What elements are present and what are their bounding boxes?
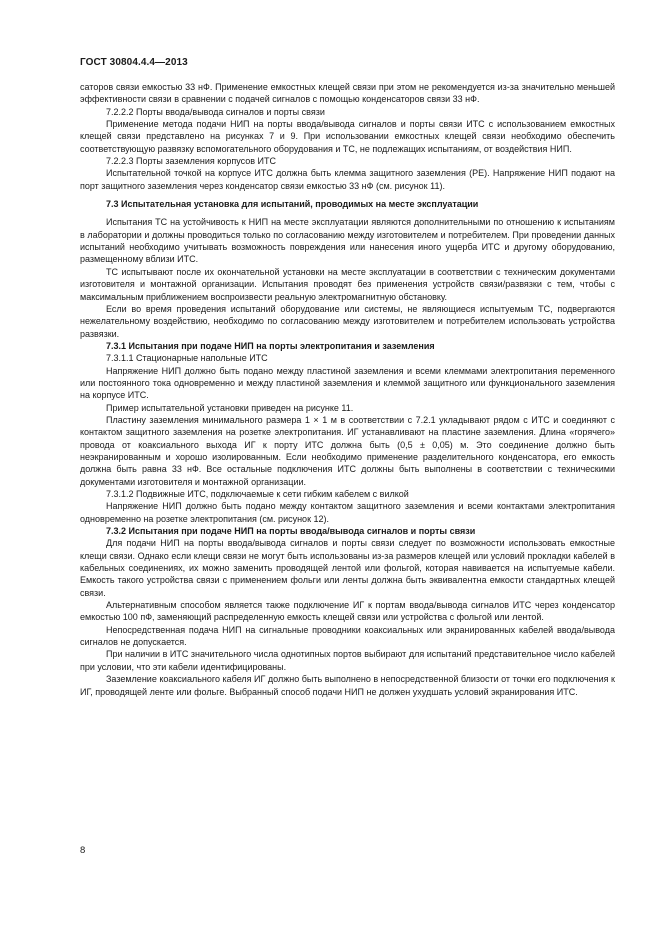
subsection-heading: 7.3.2 Испытания при подаче НИП на порты ввода/вывода сигналов и порты связи xyxy=(106,526,476,537)
paragraph: Альтернативным способом является также подключение ИГ к портам ввода/вывода сигналов ИТС через конденсатор емкостью 100 пФ, заменяющий распределенную емкость клещей связи или устройства с фольгой или лентой. xyxy=(80,600,615,623)
paragraph: Пластину заземления минимального размера 1 × 1 м в соответствии с 7.2.1 укладывают рядом с ИТС и соединяют с контактом защитного заземления на розетке электропитания. ИГ устанавливают на пластине заземления. Длина «горячего» провода от коаксиального выхода ИГ к порту ИТС должна быть (0,5 ± 0,05) м. Это соединение должно быть неэкранированным и хорошо изолированным. Если необходимо применение разделительного конденсатора, его емкость должна быть равна 33 нФ. Все остальные подключения ИТС должны быть выполнены в соответствии с техническими документами изготовителя и монтажной организации. xyxy=(80,414,615,487)
subsection-heading: 7.3.1 Испытания при подаче НИП на порты электропитания и заземления xyxy=(106,340,435,351)
paragraph: ТС испытывают после их окончательной установки на месте эксплуатации в соответствии с техническим документами изготовителя и монтажной организации. Испытания проводят без применения устройств связи/развязки с тем, чтобы с максимальным приближением воспроизвести реальную электромагнитную обстановку. xyxy=(80,266,615,302)
document-header: ГОСТ 30804.4.4—2013 xyxy=(80,57,188,68)
paragraph: Напряжение НИП должно быть подано между контактом защитного заземления и всеми контактами электропитания одновременно на розетке электропитания (см. рисунок 12). xyxy=(80,501,615,524)
paragraph: Для подачи НИП на порты ввода/вывода сигналов и порты связи следует по возможности использовать емкостные клещи связи. Однако если клещи связи не могут быть использованы из-за размеров клещей или условий прокладки кабелей в кабельных соединениях, их можно заменить проводящей лентой или фольгой, которая навивается на испытуемые кабели. Емкость такого устройства связи с применением фольги или ленты должна быть эквивалентна емкости стандартных клещей связи. xyxy=(80,538,615,598)
page-number: 8 xyxy=(80,845,86,856)
paragraph: Испытания ТС на устойчивость к НИП на месте эксплуатации являются дополнительными по отношению к испытаниям в лаборатории и должны проводиться только по согласованию между изготовителем и потребителем. При проведении данных испытаний необходимо учитывать возможность повреждения или нанесения иного ущерба ИТС и другому оборудованию, размещенному вблизи ИТС. xyxy=(80,217,615,265)
paragraph: Пример испытательной установки приведен на рисунке 11. xyxy=(106,402,354,413)
section-heading: 7.3 Испытательная установка для испытаний, проводимых на месте эксплуатации xyxy=(106,199,479,210)
paragraph: При наличии в ИТС значительного числа однотипных портов выбирают для испытаний представительное число кабелей при условии, что эти кабели идентифицированы. xyxy=(80,649,615,672)
clause-heading: 7.2.2.2 Порты ввода/вывода сигналов и порты связи xyxy=(106,106,325,117)
paragraph: Если во время проведения испытаний оборудование или системы, не являющиеся испытуемым ТС, подвергаются нежелательному воздействию, необходимо по согласованию между изготовителем и потребителем использовать устройства развязки. xyxy=(80,303,615,339)
clause-heading: 7.3.1.1 Стационарные напольные ИТС xyxy=(106,353,268,364)
paragraph: Напряжение НИП должно быть подано между пластиной заземления и всеми клеммами электропитания переменного или постоянного тока одновременно и между пластиной заземления и клеммой защитного или функционального заземления на корпусе ИТС. xyxy=(80,365,615,401)
paragraph: саторов связи емкостью 33 нФ. Применение емкостных клещей связи при этом не рекомендуется из-за значительно меньшей эффективности связи в сравнении с подачей сигналов с помощью конденсаторов связи 33 нФ. xyxy=(80,82,615,105)
paragraph: Применение метода подачи НИП на порты ввода/вывода сигналов и порты связи ИТС с использованием емкостных клещей связи представлено на рисунках 7 и 9. При использовании емкостных клещей связи необходимо обеспечить соответствующую развязку вспомогательного оборудования и ТС, не подлежащих испытаниям, от воздействия НИП. xyxy=(80,119,615,154)
paragraph: Испытательной точкой на корпусе ИТС должна быть клемма защитного заземления (PE). Напряжение НИП подают на порт защитного заземления через конденсатор связи емкостью 33 нФ (см. рисунок 11). xyxy=(80,168,615,191)
clause-heading: 7.3.1.2 Подвижные ИТС, подключаемые к сети гибким кабелем с вилкой xyxy=(106,489,409,499)
document-body xyxy=(80,81,615,698)
clause-heading: 7.2.2.3 Порты заземления корпусов ИТС xyxy=(106,156,276,167)
paragraph: Заземление коаксиального кабеля ИГ должно быть выполнено в непосредственной близости от точки его подключения к ИГ, проводящей ленте или фольге. Выбранный способ подачи НИП не должен ухудшать условий экранирования ИТС. xyxy=(80,674,615,697)
paragraph: Непосредственная подача НИП на сигнальные проводники коаксиальных или экранированных кабелей ввода/вывода сигналов не допускается. xyxy=(80,624,615,648)
